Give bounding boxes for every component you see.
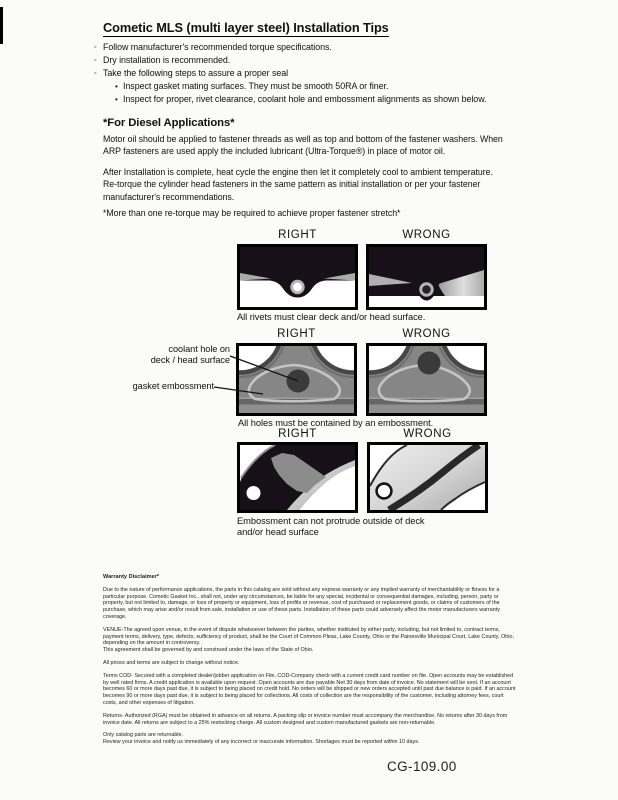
list-item	[94, 54, 524, 67]
bullet-icon: ◦	[94, 44, 97, 51]
rivet-wrong-diagram	[366, 244, 487, 310]
list-item	[94, 41, 524, 54]
embossment-wrong-diagram	[366, 343, 487, 416]
installation-tips-list	[94, 41, 524, 106]
warranty-disclaimer-block	[103, 574, 517, 746]
bullet-icon: ◦	[94, 70, 97, 77]
warranty-heading: Warranty Disclaimer*	[103, 574, 160, 580]
returnable-line: Only catalog parts are returnable.	[103, 732, 184, 739]
row1-caption: All rivets must clear deck and/or head surface.	[237, 312, 426, 322]
prices-note: All prices and terms are subject to change without notice.	[103, 659, 240, 666]
list-sub-item	[115, 93, 524, 106]
diesel-paragraph-1: Motor oil should be applied to fastener threads as well as top and bottom of the fastener washers. When ARP fasteners are used apply the included lubricant (Ultra-Torque®) in place of motor oil.	[103, 134, 503, 157]
list-item-text: Follow manufacturer's recommended torque specifications.	[103, 42, 332, 52]
page-title: Cometic MLS (multi layer steel) Installation Tips	[103, 20, 389, 35]
row1-right-label: RIGHT	[278, 229, 317, 241]
list-item-text: Dry installation is recommended.	[103, 55, 231, 65]
list-item-text: Inspect for proper, rivet clearance, coolant hole and embossment alignments as shown below.	[123, 94, 487, 104]
venue-paragraph: VENUE-The agreed upon venue, in the event of dispute whatsoever between the parties, whether instituted by either party, including, but not limited to, contract terms, payment terms, delivery, type, defects, sufficiency of product, shall be the Court of Common Pleas, Lake County, Ohio or the Painesville Municipal Court, Lake County, Ohio, depending on the amount in controversy.	[103, 626, 514, 647]
diesel-section-heading: *For Diesel Applications*	[103, 117, 235, 129]
gasket-embossment-label: gasket embossment	[132, 381, 214, 391]
coolant-hole-label: coolant hole on deck / head surface	[150, 344, 230, 365]
list-item	[94, 67, 524, 80]
protrusion-right-diagram	[237, 442, 358, 513]
page-number: CG-109.00	[387, 759, 457, 774]
venue-law-line: This agreement shall be governed by and construed under the laws of the State of Ohio.	[103, 647, 314, 654]
row3-wrong-label: WRONG	[403, 428, 452, 440]
terms-paragraph: Terms COD- Secured with a completed dealer/jobber application on File, COD-Company check with a current credit card number on file. Open accounts may be established by well rated firms. A credit application is available upon request. Open accounts are due payable Net 30 days from date of invoice. No statement will be sent. If an account becomes 60 or more days past due, it is subject to being placed on credit hold. No orders will be shipped or new orders accepted until past due balance is paid. If an account becomes 90 or more days past due, it is subject to being placed for collections. All costs of collection are the responsibility of the customer, including attorney fees, court costs, and other expenses of litigation.	[103, 672, 516, 706]
row2-wrong-label: WRONG	[402, 328, 451, 340]
row2-caption: All holes must be contained by an embossment.	[238, 418, 434, 428]
row3-right-label: RIGHT	[278, 428, 317, 440]
list-sub-item	[115, 80, 524, 93]
row1-wrong-label: WRONG	[402, 229, 451, 241]
bullet-icon: ◦	[94, 57, 97, 64]
embossment-right-diagram	[236, 343, 357, 416]
row3-caption: Embossment can not protrude outside of deck and/or head surface	[237, 516, 425, 537]
row2-right-label: RIGHT	[277, 328, 316, 340]
bullet-icon: •	[115, 82, 118, 91]
warranty-paragraph: Due to the nature of performance applications, the parts in this catalog are sold without any express warranty or any implied warranty of merchantability or fitness for a particular purpose. Cometic Gasket Inc., shall not, under any circumstances, be liable for any special, incidental or consequential damages, including, person, party or property, but not limited to, damage, or loss of property or equipment, loss of profits or revenue, cost of purchased or replacement goods, or claims of customers of the purchase, which may arise and/or result from sale, installation or use of these parts. Installation of these parts could adversely affect the motor manufacturers warranty coverage.	[103, 586, 500, 620]
list-item-text: Inspect gasket mating surfaces. They must be smooth 50RA or finer.	[123, 81, 389, 91]
rivet-right-diagram	[237, 244, 358, 310]
protrusion-wrong-diagram	[367, 442, 488, 513]
list-item-text: Take the following steps to assure a proper seal	[103, 68, 289, 78]
returns-paragraph: Returns- Authorized (RGA) must be obtained in advance on all returns. A packing slip or invoice number must accompany the merchandise. No returns after 30 days from invoice date. All returns are subject to a 25% restocking charge. All custom designed and custom manufactured gaskets are non-returnable.	[103, 712, 508, 726]
diesel-retorque-note: *More than one re-torque may be required to achieve proper fastener stretch*	[103, 208, 401, 218]
review-invoice-line: Review your invoice and notify us immediately of any incorrect or inaccurate information. Shortages must be reported within 10 days.	[103, 739, 420, 746]
bullet-icon: •	[115, 95, 118, 104]
scan-artifact-mark	[0, 7, 3, 44]
diesel-paragraph-2: After Installation is complete, heat cycle the engine then let it completely cool to ambient temperature. Re-torque the cylinder head fasteners in the same pattern as initial installation or per your fastener manufacturer's recommendations.	[103, 167, 493, 202]
